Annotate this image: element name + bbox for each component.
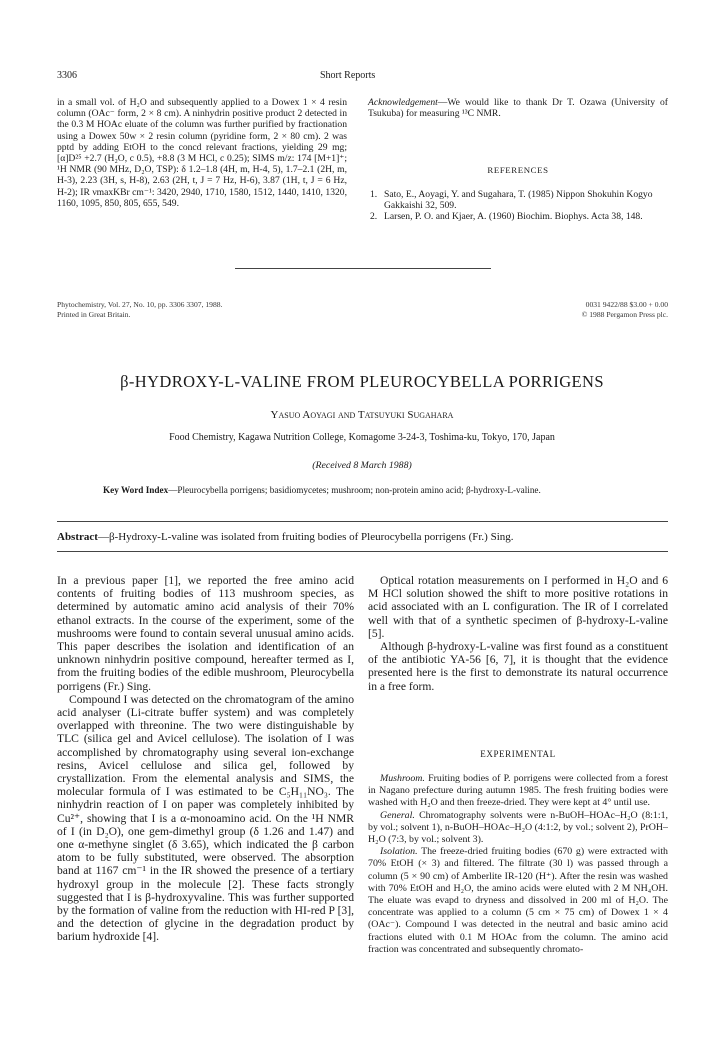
page-number: 3306 bbox=[57, 70, 77, 81]
reference-item bbox=[368, 211, 668, 222]
article-title: β-HYDROXY-L-VALINE FROM PLEUROCYBELLA PORRIGENS bbox=[120, 372, 604, 391]
experimental-mushroom bbox=[368, 773, 668, 810]
acknowledgement bbox=[368, 97, 668, 119]
copyright: © 1988 Pergamon Press plc. bbox=[581, 309, 668, 319]
reference-text: Larsen, P. O. and Kjaer, A. (1960) Biochim. Biophys. Acta 38, 148. bbox=[384, 211, 643, 223]
results-paragraph: Compound I was detected on the chromatogram of the amino acid analyser (Li-citrate buffer system) and was completely overlapped with threonine. The two were distinguishable by TLC (silica gel and Avicel cellulose). The isolation of I was accomplished by chromatography using several ion-exchange resins, Avicel cellulose and silica gel, followed by crystallization. From the elemental analysis and SIMS, the molecular formula of I was estimated to be C₅H₁₁NO₃. The ninhydrin reaction of I on paper was completely inhibited by Cu²⁺, showing that I is a α-monoamino acid. On the ¹H NMR of I (in D₂O), one gem-dimethyl group (δ 1.26 and 1.47) and one α-methyne singlet (δ 3.65), which indicated the β carbon atom to be fully substituted, were observed. The absorption band at 1167 cm⁻¹ in the IR showed the presence of a tertiary hydroxyl group in the molecule [2]. These facts strongly suggested that I is β-hydroxyvaline. This was further supported by the formation of valine from the reduction with HI-red P [3], and the detection of glycine in the degradation product by barium hydroxide [4]. bbox=[57, 692, 354, 944]
experimental-label: General. bbox=[380, 809, 415, 821]
received-date: (Received 8 March 1988) bbox=[312, 460, 412, 471]
journal-info-left bbox=[57, 300, 222, 319]
experimental-text: The freeze-dried fruiting bodies (670 g) were extracted with 70% EtOH (× 3) and filtered. The filtrate (30 l) was passed through a column (5 × 90 cm) of Amberlite IR-120 (H⁺). After the resin was washed with 70% EtOH and H₂O, the amino acids were eluted with 2 M NH₄OH. The eluate was evapd to dryness and dissolved in 200 ml of H₂O. The concentrate was applied to a column (5 cm × 75 cm) of Dowex 1 × 4 (OAc⁻). Compound I was detected in the neutral and basic amino acid fractions eluted with 0.1 M HOAc from the column. The amino acid fraction was concentrated and subsequently chromato- bbox=[368, 846, 668, 955]
key-word-index bbox=[103, 485, 621, 496]
acknowledgement-text: —We would like to thank Dr T. Ozawa (University of Tsukuba) for measuring ¹³C NMR. bbox=[368, 97, 668, 120]
affiliation: Food Chemistry, Kagawa Nutrition College, Komagome 3-24-3, Toshima-ku, Tokyo, 170, Japan bbox=[169, 432, 555, 443]
key-words: —Pleurocybella porrigens; basidiomycetes; mushroom; non-protein amino acid; β-hydroxy-L-valine. bbox=[168, 485, 541, 495]
running-title: Short Reports bbox=[320, 70, 376, 81]
journal-info-right bbox=[582, 300, 668, 319]
body-right-column-top bbox=[368, 574, 668, 693]
issn-price: 0031 9422/88 $3.00 + 0.00 bbox=[585, 300, 668, 309]
experimental-heading: EXPERIMENTAL bbox=[480, 749, 556, 759]
abstract-label: Abstract bbox=[57, 531, 98, 543]
experimental-text: Fruiting bodies of P. porrigens were collected from a forest in Nagano prefecture during autumn 1985. The fresh fruiting bodies were washed with H₂O and then freeze-dried. They were kept at 4° until use. bbox=[368, 773, 668, 809]
experimental-isolation bbox=[368, 846, 668, 956]
acknowledgement-heading: Acknowledgement bbox=[368, 97, 438, 108]
reference-text: Sato, E., Aoyagi, Y. and Sugahara, T. (1985) Nippon Shokuhin Kogyo Gakkaishi 32, 509. bbox=[384, 188, 653, 211]
reference-item bbox=[368, 189, 668, 211]
abstract-text: —β-Hydroxy-L-valine was isolated from fruiting bodies of Pleurocybella porrigens (Fr.) Sing. bbox=[97, 531, 514, 543]
abstract-top-rule bbox=[57, 521, 668, 522]
reference-number: 1. bbox=[370, 188, 378, 200]
experimental-text: Chromatography solvents were n-BuOH–HOAc–H₂O (8:1:1, by vol.; solvent 1), n-BuOH–HOAc–H₂O (4:1:2, by vol.; solvent 2), PrOH–H₂O (7:3, by vol.; solvent 3). bbox=[368, 809, 668, 846]
experimental-label: Isolation. bbox=[380, 846, 418, 858]
key-word-label: Key Word Index bbox=[103, 485, 169, 495]
prev-article-paragraph: in a small vol. of H₂O and subsequently applied to a Dowex 1 × 4 resin column (OAc⁻ form, 2 × 8 cm). A ninhydrin positive product 2 detected in the 0.3 M HOAc eluate of the column was further purified by fractionation using a Dowex 50w × 2 resin column (pyridine form, 2 × 80 cm). 2 was pptd by adding EtOH to the concd relevant fractions, yielding 29 mg; [α]D²⁵ +2.7 (H₂O, c 0.5), +8.8 (3 M HCl, c 0.25); SIMS m/z: 174 [M+1]⁺; ¹H NMR (90 MHz, D₂O, TSP): δ 1.2–1.8 (4H, m, H-4, 5), 1.7–2.1 (2H, m, H-3), 2.23 (3H, s, H-8), 2.63 (2H, t, J = 7 Hz, H-6), 3.87 (1H, t, J = 6 Hz, H-2); IR νmaxKBr cm⁻¹: 3420, 2940, 1710, 1580, 1512, 1440, 1410, 1320, 1160, 1095, 850, 805, 655, 549. bbox=[57, 97, 347, 209]
journal-citation: Phytochemistry, Vol. 27, No. 10, pp. 3306 3307, 1988. bbox=[57, 300, 223, 309]
reference-number: 2. bbox=[370, 211, 378, 223]
optical-rotation-paragraph: Optical rotation measurements on I performed in H₂O and 6 M HCl solution showed the shift to more positive rotations in acid associated with an L configuration. The IR of I correlated well with that of a synthetic specimen of β-hydroxy-L-valine [5]. bbox=[368, 574, 668, 640]
references-list bbox=[368, 189, 668, 223]
abstract bbox=[57, 531, 668, 543]
authors: Yasuo Aoyagi and Tatsuyuki Sugahara bbox=[270, 409, 454, 421]
references-heading: REFERENCES bbox=[487, 165, 549, 176]
experimental-section bbox=[368, 773, 668, 956]
section-divider bbox=[235, 268, 491, 269]
experimental-label: Mushroom. bbox=[380, 773, 425, 784]
prev-article-text bbox=[57, 97, 347, 209]
experimental-general bbox=[368, 810, 668, 847]
occurrence-paragraph: Although β-hydroxy-L-valine was first found as a constituent of the antibiotic YA-56 [6, 7], it is thought that the evidence presented here is the first to demonstrate its natural occurrence in a free form. bbox=[368, 640, 668, 693]
prev-article-right bbox=[368, 97, 668, 222]
abstract-bottom-rule bbox=[57, 551, 668, 552]
intro-paragraph: In a previous paper [1], we reported the free amino acid contents of fruiting bodies of 113 mushroom species, as determined by automatic amino acid analysis of their 70% ethanol extracts. In the course of the experiment, some of the mushrooms were found to contain several unusual amino acids. This paper describes the isolation and identification of an unknown ninhydrin positive compound, hereafter termed as I, from the fruiting bodies of the edible mushroom, Pleurocybella porrigens (Fr.) Sing. bbox=[57, 574, 354, 693]
printed-in: Printed in Great Britain. bbox=[57, 309, 131, 319]
body-left-column bbox=[57, 574, 354, 944]
